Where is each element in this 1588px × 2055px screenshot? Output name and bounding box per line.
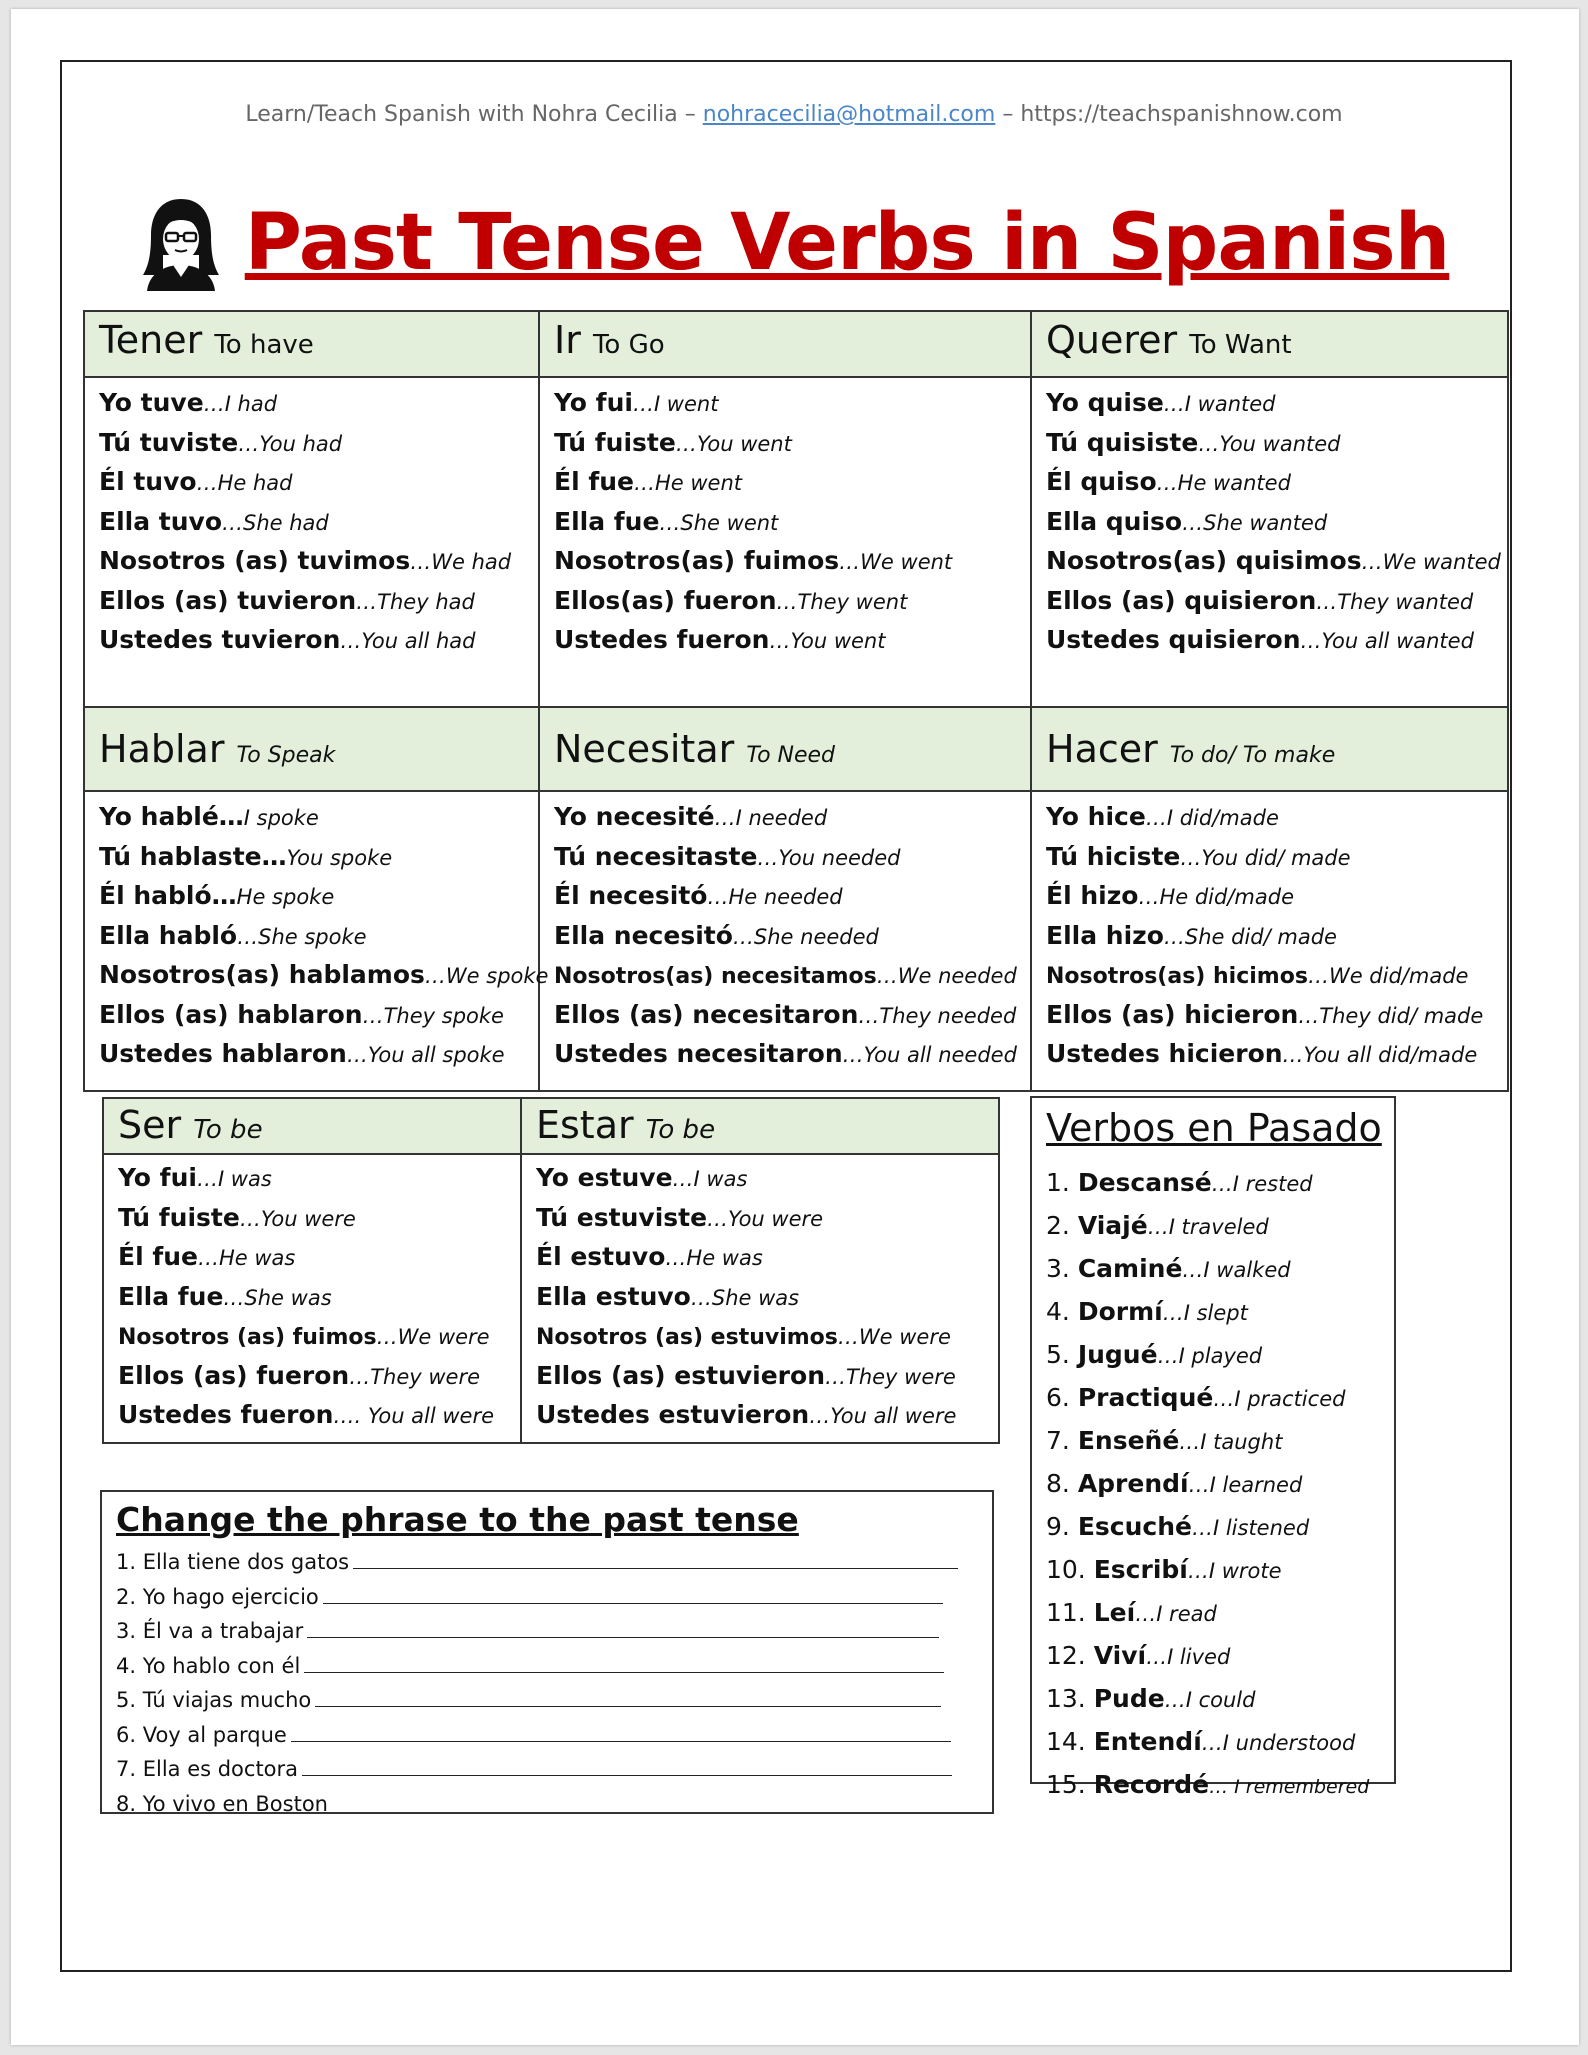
- list-item: 14. Entendí…I understood: [1046, 1727, 1356, 1756]
- pasado-title: Verbos en Pasado: [1046, 1106, 1382, 1150]
- conjugation-line: Él tuvo…He had: [99, 467, 293, 496]
- verb-header-estar: [521, 1098, 999, 1154]
- list-item: 7. Enseñé…I taught: [1046, 1426, 1283, 1455]
- conjugation-line: Tú fuiste…You were: [118, 1202, 356, 1232]
- verb-translation: To Speak: [236, 743, 336, 768]
- conjugation-line: Ellos (as) estuvieron…They were: [536, 1360, 956, 1390]
- header-suffix: – https://teachspanishnow.com: [995, 102, 1343, 127]
- conjugation-hacer: [1031, 791, 1508, 1091]
- exercise-item: 1. Ella tiene dos gatos: [116, 1545, 978, 1580]
- verb-translation: To be: [645, 1115, 716, 1145]
- page-title: Past Tense Verbs in Spanish: [244, 198, 1450, 288]
- conjugation-line: Yo hice…I did/made: [1046, 802, 1279, 831]
- conjugation-line: Ustedes necesitaron…You all needed: [554, 1039, 1017, 1068]
- answer-line[interactable]: [304, 1652, 944, 1673]
- verb-header-row-1: [84, 311, 1508, 377]
- exercise-item: 3. Él va a trabajar: [116, 1614, 978, 1649]
- conjugation-line: Nosotros (as) tuvimos…We had: [99, 546, 512, 575]
- ser-estar-header-row: [103, 1098, 999, 1154]
- list-item: 13. Pude…I could: [1046, 1684, 1256, 1713]
- ser-estar-table: [102, 1097, 1000, 1444]
- list-item: 8. Aprendí…I learned: [1046, 1469, 1303, 1498]
- list-item: 10. Escribí…I wrote: [1046, 1555, 1282, 1584]
- exercise-item: 7. Ella es doctora: [116, 1752, 978, 1787]
- conjugation-line: Ellos (as) hicieron…They did/ made: [1046, 999, 1484, 1029]
- header-prefix: Learn/Teach Spanish with Nohra Cecilia –: [245, 102, 703, 127]
- conjugation-line: Ustedes hicieron…You all did/made: [1046, 1039, 1478, 1068]
- exercise-item: 5. Tú viajas mucho: [116, 1683, 978, 1718]
- answer-line[interactable]: [323, 1583, 943, 1604]
- conjugation-line: Tú tuviste…You had: [99, 427, 343, 457]
- list-item: 9. Escuché…I listened: [1046, 1512, 1310, 1541]
- conjugation-line: Ella tuvo…She had: [99, 506, 329, 536]
- teacher-icon: [139, 195, 223, 291]
- conjugation-line: Ellos(as) fueron…They went: [554, 585, 908, 615]
- conjugation-line: Ustedes tuvieron…You all had: [99, 625, 476, 654]
- verb-translation: To Go: [592, 330, 665, 360]
- answer-line[interactable]: [302, 1755, 952, 1776]
- list-item: 1. Descansé…I rested: [1046, 1168, 1313, 1197]
- verb-name: Tener: [99, 318, 203, 362]
- list-item: 11. Leí…I read: [1046, 1598, 1217, 1627]
- conjugation-line: Nosotros(as) fuimos…We went: [554, 546, 953, 575]
- conjugation-line: Ella estuvo…She was: [536, 1281, 800, 1311]
- conjugation-line: Ella hizo…She did/ made: [1046, 920, 1337, 950]
- verb-translation: To Want: [1189, 330, 1292, 360]
- email-link[interactable]: nohracecilia@hotmail.com: [702, 102, 996, 127]
- verb-translation: To do/ To make: [1169, 743, 1336, 768]
- exercise-item: 2. Yo hago ejercicio: [116, 1580, 978, 1615]
- conjugation-line: Yo fui…I went: [554, 388, 719, 417]
- conjugation-line: Ellos (as) necesitaron…They needed: [554, 999, 1017, 1029]
- list-item: 6. Practiqué…I practiced: [1046, 1383, 1346, 1412]
- conjugation-line: Ellos (as) fueron…They were: [118, 1360, 481, 1390]
- conjugation-line: Nosotros(as) hablamos…We spoke: [99, 960, 549, 989]
- exercise-item: 8. Yo vivo en Boston: [116, 1791, 328, 1816]
- conjugation-line: Nosotros(as) hicimos…We did/made: [1046, 964, 1469, 989]
- list-item: 3. Caminé…I walked: [1046, 1254, 1291, 1283]
- exercise-item: 4. Yo hablo con él: [116, 1649, 978, 1684]
- verb-grid: [83, 310, 1509, 1092]
- conjugation-line: Nosotros (as) fuimos…We were: [118, 1325, 490, 1350]
- conjugation-line: Ella quiso…She wanted: [1046, 506, 1328, 536]
- verb-translation: To have: [214, 330, 314, 360]
- conjugation-line: Ellos (as) quisieron…They wanted: [1046, 585, 1474, 615]
- conjugation-line: Tú quisiste…You wanted: [1046, 427, 1341, 457]
- conjugation-line: Él fue…He went: [554, 467, 743, 496]
- list-item: 12. Viví…I lived: [1046, 1641, 1231, 1670]
- verb-header-hablar: [84, 707, 539, 791]
- ser-estar-body-row: [103, 1154, 999, 1443]
- conjugation-line: Él necesitó…He needed: [554, 881, 843, 910]
- conjugation-line: Ustedes fueron…. You all were: [118, 1400, 495, 1429]
- conjugation-ser: [103, 1154, 521, 1443]
- list-item: 2. Viajé…I traveled: [1046, 1211, 1269, 1240]
- exercise-box: [100, 1490, 994, 1814]
- conjugation-querer: [1031, 377, 1508, 707]
- conjugation-tener: [84, 377, 539, 707]
- conjugation-line: Yo necesité…I needed: [554, 802, 828, 831]
- conjugation-ir: [539, 377, 1031, 707]
- conjugation-line: Yo fui…I was: [118, 1163, 272, 1192]
- verb-name: Necesitar: [554, 727, 735, 771]
- verb-header-hacer: [1031, 707, 1508, 791]
- exercise-item: 6. Voy al parque: [116, 1718, 978, 1753]
- conjugation-line: Él quiso…He wanted: [1046, 467, 1291, 496]
- verbos-en-pasado-box: [1030, 1096, 1396, 1799]
- conjugation-line: Ella fue…She was: [118, 1281, 332, 1311]
- list-item: 5. Jugué…I played: [1046, 1340, 1263, 1369]
- conjugation-line: Ellos (as) hablaron…They spoke: [99, 999, 504, 1029]
- verb-name: Ir: [554, 318, 581, 362]
- conjugation-line: Ellos (as) tuvieron…They had: [99, 585, 475, 615]
- verb-translation: To be: [193, 1115, 263, 1145]
- conjugation-line: Él fue…He was: [118, 1242, 296, 1271]
- verb-translation: To Need: [746, 743, 836, 768]
- conjugation-line: Ella fue…She went: [554, 506, 779, 536]
- conjugation-line: Yo quise…I wanted: [1046, 388, 1276, 417]
- verb-header-querer: [1031, 311, 1508, 377]
- conjugation-line: Ella necesitó…She needed: [554, 920, 879, 950]
- verb-name: Hablar: [99, 727, 225, 771]
- verb-body-row-2: [84, 791, 1508, 1091]
- conjugation-line: Ustedes hablaron…You all spoke: [99, 1039, 505, 1068]
- answer-line[interactable]: [307, 1617, 939, 1638]
- conjugation-line: Yo tuve…I had: [99, 388, 278, 417]
- conjugation-line: Tú hiciste…You did/ made: [1046, 841, 1351, 871]
- verb-header-necesitar: [539, 707, 1031, 791]
- conjugation-line: Él habló…He spoke: [99, 881, 335, 910]
- conjugation-necesitar: [539, 791, 1031, 1091]
- verb-name: Estar: [536, 1103, 634, 1147]
- conjugation-line: Nosotros (as) estuvimos…We were: [536, 1325, 951, 1350]
- conjugation-line: Tú hablaste…You spoke: [99, 841, 393, 871]
- conjugation-line: Él estuvo…He was: [536, 1242, 763, 1271]
- verb-name: Ser: [118, 1103, 182, 1147]
- answer-line[interactable]: [353, 1548, 958, 1569]
- conjugation-line: Yo estuve…I was: [536, 1163, 748, 1192]
- list-item: 4. Dormí…I slept: [1046, 1297, 1248, 1326]
- verb-header-row-2: [84, 707, 1508, 791]
- conjugation-line: Yo hablé…I spoke: [99, 802, 319, 831]
- list-item: 15. Recordé… I remembered: [1046, 1770, 1370, 1799]
- exercise-title: Change the phrase to the past tense: [116, 1500, 799, 1539]
- conjugation-line: Tú estuviste…You were: [536, 1202, 824, 1232]
- page-header: [0, 102, 1588, 127]
- conjugation-line: Ella habló…She spoke: [99, 920, 367, 950]
- conjugation-line: Nosotros(as) quisimos…We wanted: [1046, 546, 1501, 575]
- verb-name: Querer: [1046, 318, 1178, 362]
- conjugation-line: Ustedes quisieron…You all wanted: [1046, 625, 1474, 654]
- conjugation-line: Él hizo…He did/made: [1046, 881, 1294, 910]
- conjugation-line: Ustedes estuvieron…You all were: [536, 1400, 957, 1429]
- verb-body-row-1: [84, 377, 1508, 707]
- answer-line[interactable]: [315, 1686, 941, 1707]
- title-row: [0, 188, 1588, 298]
- verb-name: Hacer: [1046, 727, 1158, 771]
- answer-line[interactable]: [291, 1721, 951, 1742]
- verb-header-ser: [103, 1098, 521, 1154]
- conjugation-line: Nosotros(as) necesitamos…We needed: [554, 964, 1017, 989]
- conjugation-estar: [521, 1154, 999, 1443]
- conjugation-line: Ustedes fueron…You went: [554, 625, 886, 654]
- conjugation-hablar: [84, 791, 549, 1091]
- conjugation-line: Tú necesitaste…You needed: [554, 841, 901, 871]
- conjugation-line: Tú fuiste…You went: [554, 427, 792, 457]
- verb-header-tener: [84, 311, 539, 377]
- verb-header-ir: [539, 311, 1031, 377]
